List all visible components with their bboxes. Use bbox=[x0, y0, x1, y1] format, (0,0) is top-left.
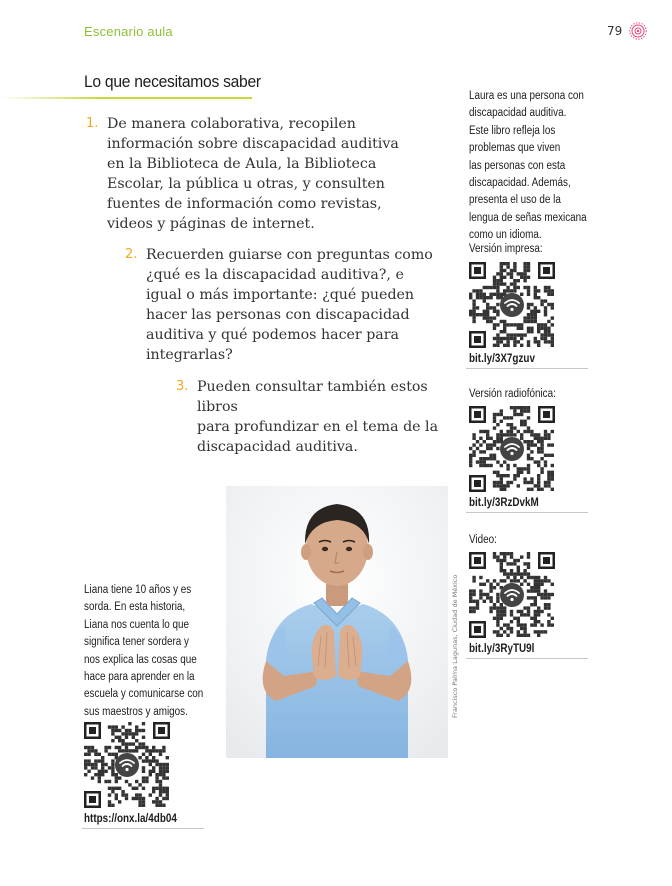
video-label: Video: bbox=[469, 534, 497, 546]
description-line: discapacidad auditiva. bbox=[469, 107, 567, 120]
liana-link[interactable]: https://onx.la/4db04 bbox=[84, 813, 177, 825]
description-line: discapacidad. Además, bbox=[469, 177, 571, 190]
description-line: presenta el uso de la bbox=[469, 194, 561, 207]
item-line: en la Biblioteca de Aula, la Biblioteca bbox=[107, 156, 377, 172]
video-link[interactable]: bit.ly/3RyTU9l bbox=[469, 643, 535, 655]
description-line: nos explica las cosas que bbox=[84, 653, 197, 666]
qr-code-icon[interactable] bbox=[469, 262, 555, 348]
heading-underline bbox=[0, 97, 252, 99]
wifi-icon bbox=[115, 753, 139, 777]
divider bbox=[466, 658, 588, 659]
print-version-link[interactable]: bit.ly/3X7gzuv bbox=[469, 353, 535, 365]
description-line: sus maestros y amigos. bbox=[84, 705, 188, 718]
item-line: De manera colaborativa, recopilen bbox=[107, 116, 356, 132]
item-line: hacer las personas con discapacidad bbox=[146, 307, 410, 323]
item-line: información sobre discapacidad auditiva bbox=[107, 136, 399, 152]
item-line: Pueden consultar también estos libros bbox=[197, 379, 428, 415]
description-line: significa tener sordera y bbox=[84, 636, 190, 649]
radio-version-link[interactable]: bit.ly/3RzDvkM bbox=[469, 497, 539, 509]
description-line: Laura es una persona con bbox=[469, 90, 584, 102]
description-line: sorda. En esta historia, bbox=[84, 601, 186, 614]
photo-credit: Francisco Palma Lagunas, Ciudad de México bbox=[451, 574, 459, 718]
description-line: como un idioma. bbox=[469, 229, 542, 242]
description-line: lengua de señas mexicana bbox=[469, 211, 587, 224]
flower-ornament-icon bbox=[629, 22, 647, 40]
qr-code-icon[interactable] bbox=[469, 406, 555, 492]
radio-version-label: Versión radiofónica: bbox=[469, 388, 556, 400]
item-number: 1. bbox=[86, 116, 99, 131]
divider bbox=[466, 512, 588, 513]
wifi-icon bbox=[500, 583, 524, 607]
section-label: Escenario aula bbox=[84, 24, 173, 39]
qr-code-icon[interactable] bbox=[84, 722, 170, 808]
description-line: problemas que viven bbox=[469, 142, 561, 155]
item-line: para profundizar en el tema de la bbox=[197, 419, 439, 435]
description-line: Liana nos cuenta lo que bbox=[84, 618, 190, 631]
divider bbox=[82, 828, 204, 829]
liana-book-description bbox=[84, 582, 213, 721]
print-version-label: Versión impresa: bbox=[469, 243, 543, 255]
page-number: 79 bbox=[607, 24, 623, 38]
item-number: 2. bbox=[125, 247, 138, 262]
boy-signing-photo bbox=[226, 486, 448, 758]
item-line: fuentes de información como revistas, bbox=[107, 196, 382, 212]
description-line: Liana tiene 10 años y es bbox=[84, 584, 192, 596]
item-line: discapacidad auditiva. bbox=[197, 439, 358, 455]
description-line: Este libro refleja los bbox=[469, 124, 556, 137]
list-item-2 bbox=[125, 245, 436, 365]
description-line: escuela y comunicarse con bbox=[84, 688, 204, 701]
description-line: las personas con esta bbox=[469, 159, 566, 172]
list-item-3 bbox=[176, 377, 467, 457]
item-line: ¿qué es la discapacidad auditiva?, e bbox=[146, 267, 404, 283]
laura-book-description bbox=[469, 88, 598, 245]
divider bbox=[466, 368, 588, 369]
item-line: Escolar, la pública u otras, y consulten bbox=[107, 176, 385, 192]
list-item-1 bbox=[86, 114, 407, 234]
item-line: videos y páginas de internet. bbox=[107, 216, 315, 232]
item-line: igual o más importante: ¿qué pueden bbox=[146, 287, 415, 303]
wifi-icon bbox=[500, 437, 524, 461]
description-line: hace para aprender en la bbox=[84, 671, 195, 684]
item-line: integrarlas? bbox=[146, 347, 233, 363]
item-line: auditiva y qué podemos hacer para bbox=[146, 327, 399, 343]
item-number: 3. bbox=[176, 379, 189, 394]
item-line: Recuerden guiarse con preguntas como bbox=[146, 247, 433, 263]
page-title: Lo que necesitamos saber bbox=[84, 72, 261, 91]
qr-code-icon[interactable] bbox=[469, 552, 555, 638]
wifi-icon bbox=[500, 293, 524, 317]
